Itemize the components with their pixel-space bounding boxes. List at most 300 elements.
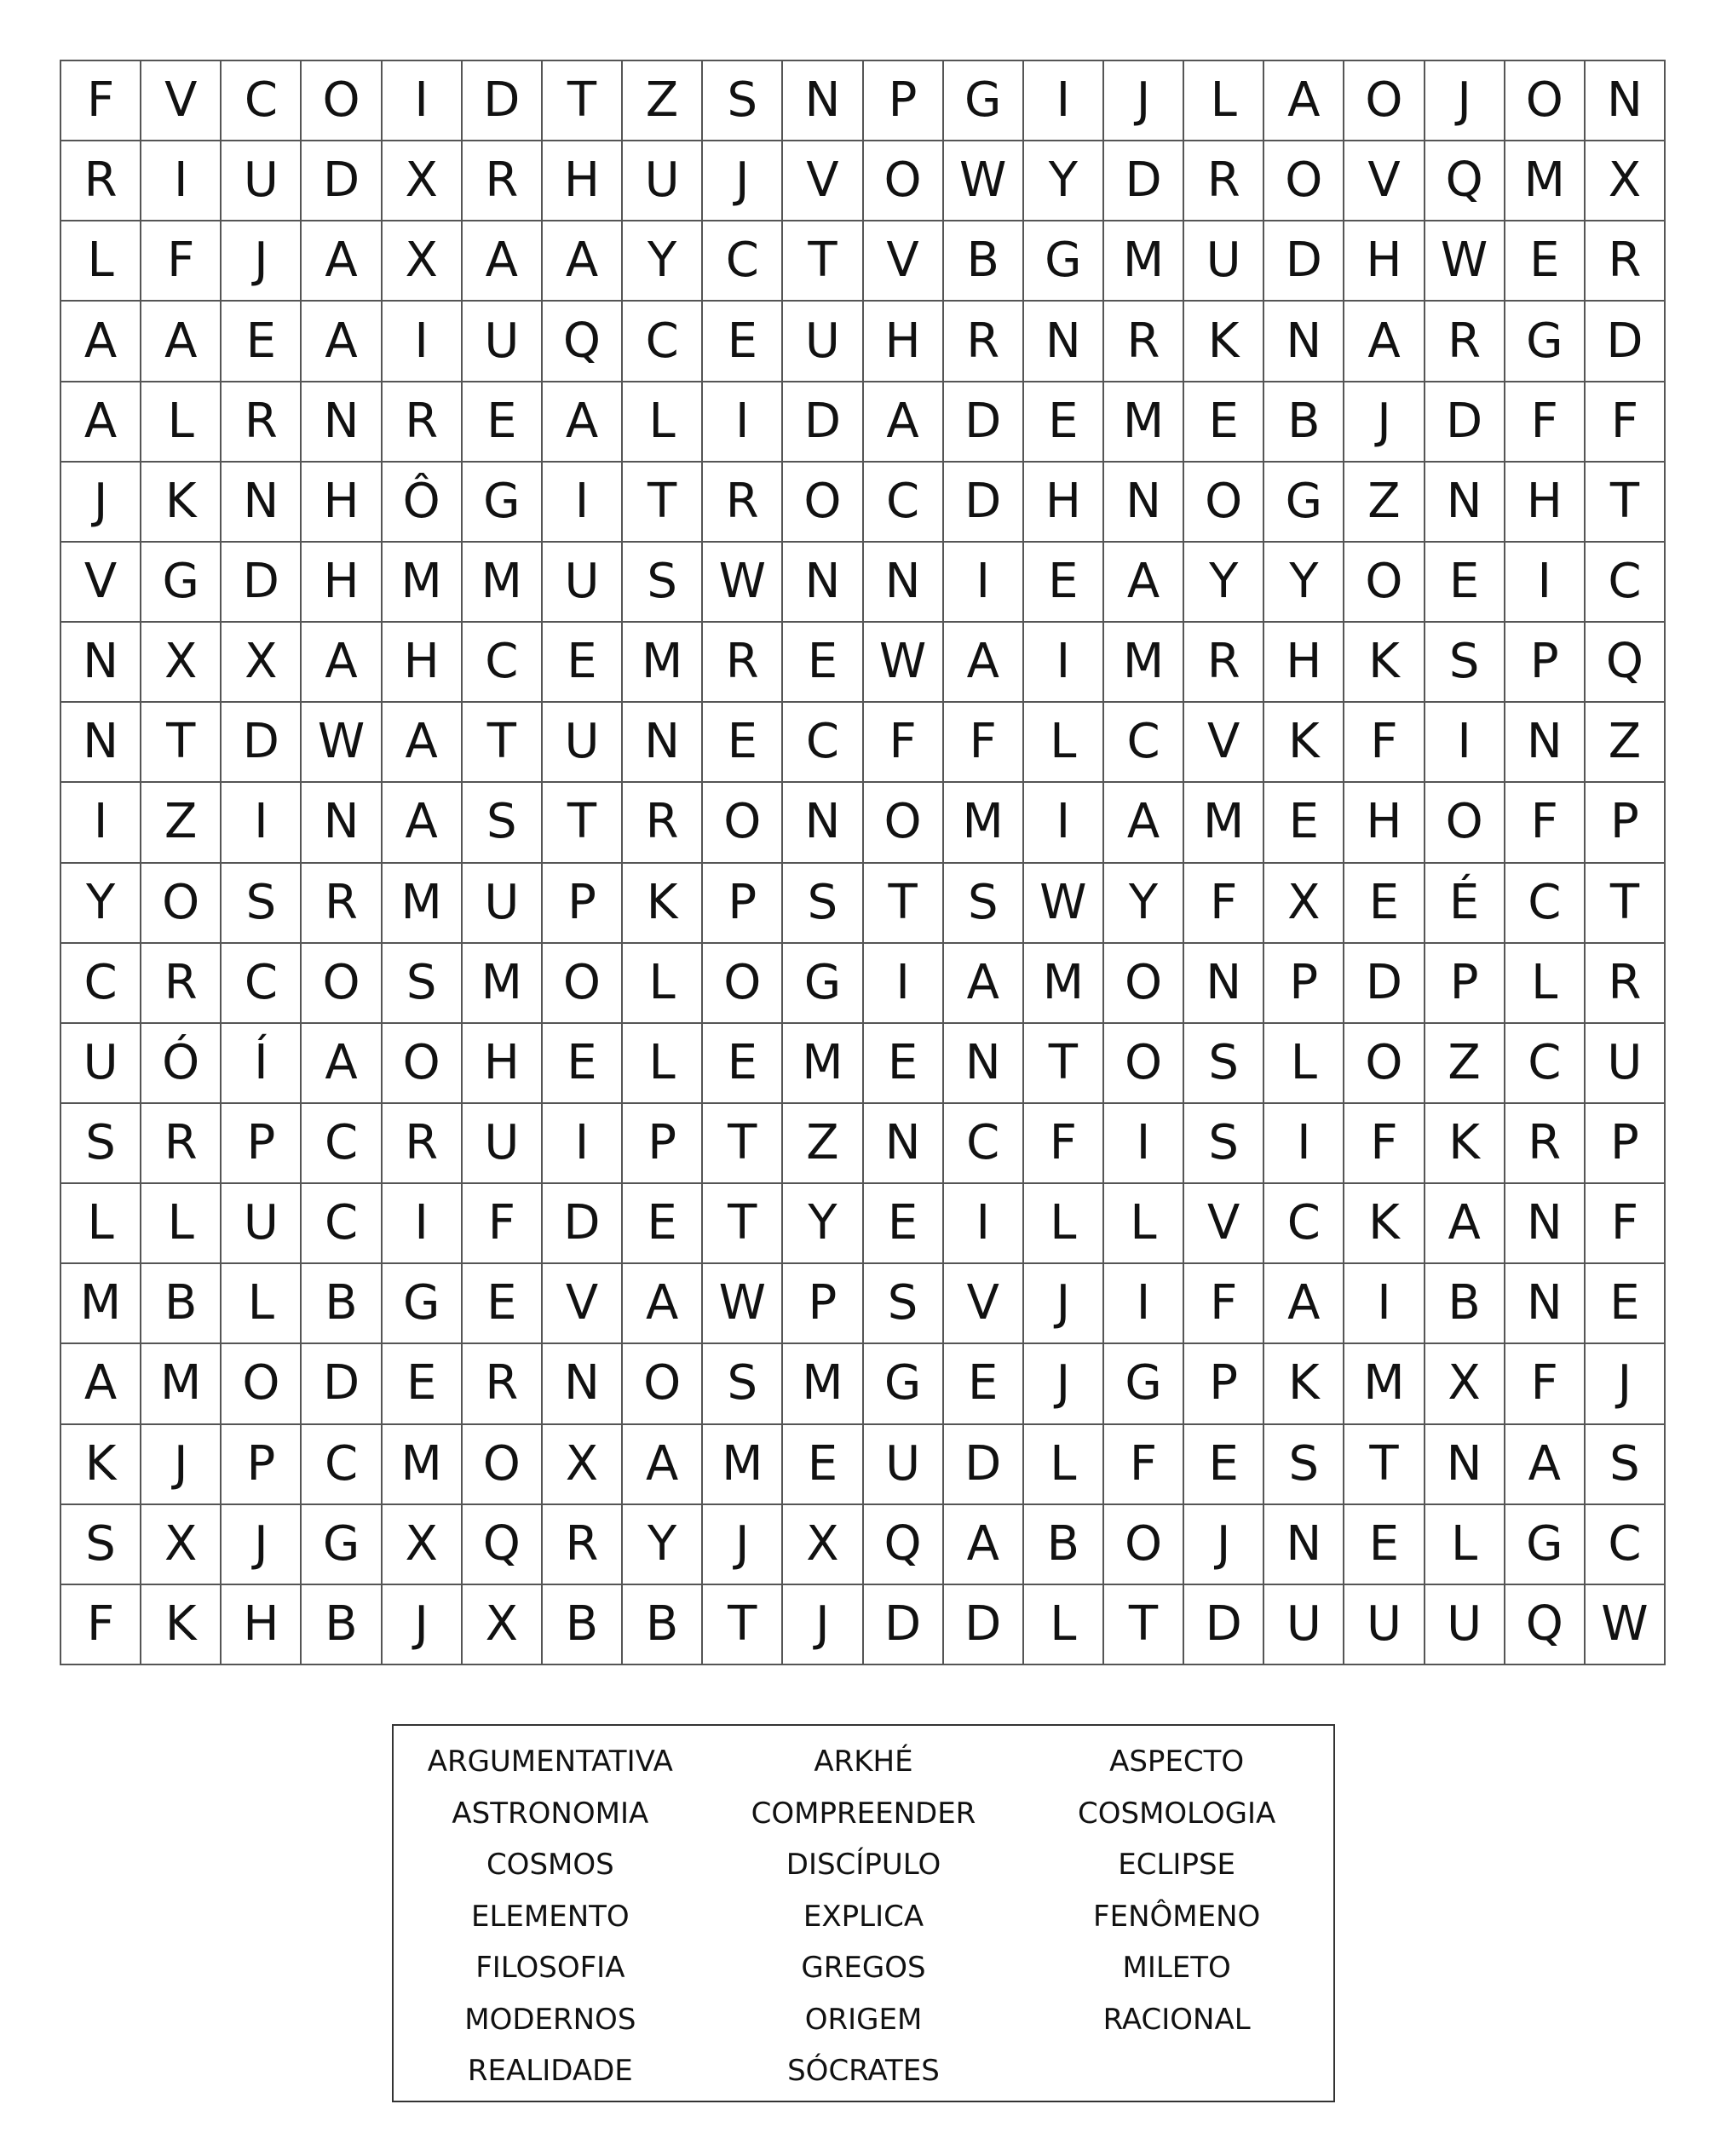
grid-cell[interactable]: W	[1586, 1585, 1666, 1665]
grid-cell[interactable]: H	[1344, 221, 1425, 302]
grid-cell[interactable]: Y	[1024, 141, 1104, 221]
grid-cell[interactable]: H	[302, 463, 382, 543]
grid-cell[interactable]: I	[1024, 783, 1104, 863]
grid-cell[interactable]: R	[383, 382, 463, 463]
grid-cell[interactable]: E	[383, 1344, 463, 1424]
grid-cell[interactable]: Í	[222, 1024, 302, 1104]
grid-cell[interactable]: F	[463, 1184, 543, 1264]
grid-cell[interactable]: D	[222, 543, 302, 623]
grid-cell[interactable]: S	[703, 1344, 783, 1424]
grid-cell[interactable]: R	[1425, 302, 1505, 382]
grid-cell[interactable]: F	[1586, 1184, 1666, 1264]
grid-cell[interactable]: U	[783, 302, 863, 382]
grid-cell[interactable]: L	[141, 382, 222, 463]
grid-cell[interactable]: O	[141, 864, 222, 944]
grid-cell[interactable]: B	[141, 1264, 222, 1344]
grid-cell[interactable]: A	[302, 1024, 382, 1104]
grid-cell[interactable]: F	[1505, 382, 1586, 463]
grid-cell[interactable]: G	[944, 61, 1024, 141]
grid-cell[interactable]: O	[383, 1024, 463, 1104]
grid-cell[interactable]: E	[1184, 382, 1264, 463]
grid-cell[interactable]: Y	[1104, 864, 1184, 944]
grid-cell[interactable]: C	[302, 1104, 382, 1184]
grid-cell[interactable]: A	[1104, 783, 1184, 863]
grid-cell[interactable]: G	[1104, 1344, 1184, 1424]
grid-cell[interactable]: N	[1104, 463, 1184, 543]
grid-cell[interactable]: A	[61, 382, 141, 463]
grid-cell[interactable]: L	[1264, 1024, 1344, 1104]
grid-cell[interactable]: N	[1024, 302, 1104, 382]
grid-cell[interactable]: V	[543, 1264, 623, 1344]
grid-cell[interactable]: T	[141, 703, 222, 783]
grid-cell[interactable]: K	[1264, 1344, 1344, 1424]
grid-cell[interactable]: E	[1344, 864, 1425, 944]
grid-cell[interactable]: D	[1264, 221, 1344, 302]
grid-cell[interactable]: E	[1024, 382, 1104, 463]
grid-cell[interactable]: C	[222, 944, 302, 1024]
grid-cell[interactable]: V	[1344, 141, 1425, 221]
grid-cell[interactable]: Y	[783, 1184, 863, 1264]
grid-cell[interactable]: B	[1024, 1505, 1104, 1585]
grid-cell[interactable]: O	[1104, 1505, 1184, 1585]
grid-cell[interactable]: N	[1184, 944, 1264, 1024]
grid-cell[interactable]: E	[864, 1184, 944, 1264]
grid-cell[interactable]: O	[864, 141, 944, 221]
grid-cell[interactable]: C	[1264, 1184, 1344, 1264]
grid-cell[interactable]: X	[1425, 1344, 1505, 1424]
grid-cell[interactable]: N	[623, 703, 703, 783]
grid-cell[interactable]: U	[1184, 221, 1264, 302]
grid-cell[interactable]: G	[302, 1505, 382, 1585]
grid-cell[interactable]: T	[463, 703, 543, 783]
grid-cell[interactable]: A	[864, 382, 944, 463]
grid-cell[interactable]: Y	[61, 864, 141, 944]
grid-cell[interactable]: I	[1505, 543, 1586, 623]
grid-cell[interactable]: M	[783, 1024, 863, 1104]
grid-cell[interactable]: M	[1184, 783, 1264, 863]
grid-cell[interactable]: D	[1184, 1585, 1264, 1665]
grid-cell[interactable]: E	[944, 1344, 1024, 1424]
grid-cell[interactable]: R	[944, 302, 1024, 382]
grid-cell[interactable]: L	[1024, 1184, 1104, 1264]
grid-cell[interactable]: O	[1184, 463, 1264, 543]
grid-cell[interactable]: M	[1104, 382, 1184, 463]
grid-cell[interactable]: C	[302, 1184, 382, 1264]
grid-cell[interactable]: P	[1264, 944, 1344, 1024]
grid-cell[interactable]: D	[302, 141, 382, 221]
grid-cell[interactable]: E	[1264, 783, 1344, 863]
grid-cell[interactable]: E	[1586, 1264, 1666, 1344]
grid-cell[interactable]: X	[383, 141, 463, 221]
grid-cell[interactable]: C	[623, 302, 703, 382]
grid-cell[interactable]: R	[302, 864, 382, 944]
grid-cell[interactable]: I	[944, 543, 1024, 623]
grid-cell[interactable]: P	[1505, 623, 1586, 703]
grid-cell[interactable]: R	[61, 141, 141, 221]
grid-cell[interactable]: Z	[623, 61, 703, 141]
grid-cell[interactable]: O	[703, 944, 783, 1024]
grid-cell[interactable]: I	[1024, 623, 1104, 703]
grid-cell[interactable]: D	[944, 1585, 1024, 1665]
grid-cell[interactable]: E	[543, 623, 623, 703]
grid-cell[interactable]: S	[61, 1104, 141, 1184]
grid-cell[interactable]: E	[543, 1024, 623, 1104]
grid-cell[interactable]: C	[703, 221, 783, 302]
grid-cell[interactable]: A	[1425, 1184, 1505, 1264]
grid-cell[interactable]: I	[543, 1104, 623, 1184]
grid-cell[interactable]: A	[944, 944, 1024, 1024]
grid-cell[interactable]: F	[864, 703, 944, 783]
grid-cell[interactable]: A	[302, 302, 382, 382]
grid-cell[interactable]: P	[783, 1264, 863, 1344]
grid-cell[interactable]: Q	[864, 1505, 944, 1585]
grid-cell[interactable]: R	[543, 1505, 623, 1585]
grid-cell[interactable]: H	[302, 543, 382, 623]
grid-cell[interactable]: M	[463, 944, 543, 1024]
grid-cell[interactable]: C	[1586, 1505, 1666, 1585]
grid-cell[interactable]: N	[1505, 1184, 1586, 1264]
grid-cell[interactable]: I	[61, 783, 141, 863]
grid-cell[interactable]: L	[623, 944, 703, 1024]
grid-cell[interactable]: Q	[543, 302, 623, 382]
grid-cell[interactable]: T	[1104, 1585, 1184, 1665]
grid-cell[interactable]: U	[222, 1184, 302, 1264]
grid-cell[interactable]: N	[1425, 463, 1505, 543]
grid-cell[interactable]: U	[1344, 1585, 1425, 1665]
grid-cell[interactable]: O	[1425, 783, 1505, 863]
grid-cell[interactable]: X	[1586, 141, 1666, 221]
grid-cell[interactable]: G	[1505, 302, 1586, 382]
grid-cell[interactable]: L	[623, 1024, 703, 1104]
grid-cell[interactable]: S	[463, 783, 543, 863]
grid-cell[interactable]: C	[864, 463, 944, 543]
grid-cell[interactable]: I	[1344, 1264, 1425, 1344]
grid-cell[interactable]: A	[944, 623, 1024, 703]
grid-cell[interactable]: C	[1505, 1024, 1586, 1104]
grid-cell[interactable]: L	[1104, 1184, 1184, 1264]
grid-cell[interactable]: O	[703, 783, 783, 863]
grid-cell[interactable]: Y	[1184, 543, 1264, 623]
grid-cell[interactable]: U	[463, 302, 543, 382]
grid-cell[interactable]: I	[1024, 61, 1104, 141]
grid-cell[interactable]: R	[463, 1344, 543, 1424]
grid-cell[interactable]: M	[783, 1344, 863, 1424]
grid-cell[interactable]: V	[1184, 703, 1264, 783]
grid-cell[interactable]: A	[463, 221, 543, 302]
grid-cell[interactable]: M	[383, 864, 463, 944]
grid-cell[interactable]: T	[543, 61, 623, 141]
grid-cell[interactable]: V	[944, 1264, 1024, 1344]
grid-cell[interactable]: D	[1344, 944, 1425, 1024]
grid-cell[interactable]: L	[1024, 703, 1104, 783]
grid-cell[interactable]: J	[1344, 382, 1425, 463]
grid-cell[interactable]: T	[1586, 463, 1666, 543]
grid-cell[interactable]: M	[141, 1344, 222, 1424]
grid-cell[interactable]: Ô	[383, 463, 463, 543]
grid-cell[interactable]: R	[703, 623, 783, 703]
grid-cell[interactable]: I	[141, 141, 222, 221]
grid-cell[interactable]: A	[623, 1425, 703, 1505]
grid-cell[interactable]: M	[383, 543, 463, 623]
grid-cell[interactable]: A	[61, 302, 141, 382]
grid-cell[interactable]: H	[1024, 463, 1104, 543]
grid-cell[interactable]: V	[141, 61, 222, 141]
grid-cell[interactable]: E	[703, 703, 783, 783]
grid-cell[interactable]: W	[703, 1264, 783, 1344]
grid-cell[interactable]: X	[383, 221, 463, 302]
grid-cell[interactable]: K	[1264, 703, 1344, 783]
grid-cell[interactable]: U	[1586, 1024, 1666, 1104]
grid-cell[interactable]: O	[222, 1344, 302, 1424]
grid-cell[interactable]: B	[944, 221, 1024, 302]
grid-cell[interactable]: T	[623, 463, 703, 543]
grid-cell[interactable]: Q	[1586, 623, 1666, 703]
grid-cell[interactable]: E	[703, 1024, 783, 1104]
grid-cell[interactable]: P	[222, 1104, 302, 1184]
grid-cell[interactable]: H	[543, 141, 623, 221]
grid-cell[interactable]: K	[61, 1425, 141, 1505]
grid-cell[interactable]: N	[61, 703, 141, 783]
grid-cell[interactable]: V	[61, 543, 141, 623]
grid-cell[interactable]: A	[141, 302, 222, 382]
grid-cell[interactable]: R	[623, 783, 703, 863]
grid-cell[interactable]: A	[1505, 1425, 1586, 1505]
grid-cell[interactable]: I	[703, 382, 783, 463]
grid-cell[interactable]: R	[1586, 221, 1666, 302]
grid-cell[interactable]: T	[783, 221, 863, 302]
grid-cell[interactable]: D	[944, 1425, 1024, 1505]
grid-cell[interactable]: O	[302, 61, 382, 141]
grid-cell[interactable]: I	[1425, 703, 1505, 783]
grid-cell[interactable]: O	[1104, 944, 1184, 1024]
grid-cell[interactable]: H	[1505, 463, 1586, 543]
grid-cell[interactable]: T	[1586, 864, 1666, 944]
grid-cell[interactable]: A	[383, 783, 463, 863]
grid-cell[interactable]: C	[1586, 543, 1666, 623]
grid-cell[interactable]: E	[1425, 543, 1505, 623]
grid-cell[interactable]: A	[383, 703, 463, 783]
grid-cell[interactable]: A	[543, 382, 623, 463]
grid-cell[interactable]: U	[61, 1024, 141, 1104]
grid-cell[interactable]: N	[1505, 703, 1586, 783]
grid-cell[interactable]: O	[864, 783, 944, 863]
grid-cell[interactable]: S	[944, 864, 1024, 944]
grid-cell[interactable]: D	[864, 1585, 944, 1665]
grid-cell[interactable]: U	[864, 1425, 944, 1505]
grid-cell[interactable]: X	[141, 1505, 222, 1585]
grid-cell[interactable]: I	[383, 61, 463, 141]
grid-cell[interactable]: O	[463, 1425, 543, 1505]
grid-cell[interactable]: O	[623, 1344, 703, 1424]
grid-cell[interactable]: S	[783, 864, 863, 944]
grid-cell[interactable]: C	[783, 703, 863, 783]
grid-cell[interactable]: G	[463, 463, 543, 543]
grid-cell[interactable]: S	[1264, 1425, 1344, 1505]
grid-cell[interactable]: Y	[623, 221, 703, 302]
grid-cell[interactable]: F	[1505, 1344, 1586, 1424]
grid-cell[interactable]: W	[1024, 864, 1104, 944]
grid-cell[interactable]: T	[703, 1104, 783, 1184]
grid-cell[interactable]: T	[703, 1585, 783, 1665]
grid-cell[interactable]: T	[1024, 1024, 1104, 1104]
grid-cell[interactable]: A	[623, 1264, 703, 1344]
grid-cell[interactable]: K	[1344, 623, 1425, 703]
grid-cell[interactable]: I	[944, 1184, 1024, 1264]
grid-cell[interactable]: D	[1104, 141, 1184, 221]
grid-cell[interactable]: E	[1184, 1425, 1264, 1505]
grid-cell[interactable]: I	[222, 783, 302, 863]
grid-cell[interactable]: T	[543, 783, 623, 863]
grid-cell[interactable]: O	[1505, 61, 1586, 141]
grid-cell[interactable]: F	[1184, 864, 1264, 944]
grid-cell[interactable]: W	[703, 543, 783, 623]
grid-cell[interactable]: L	[1425, 1505, 1505, 1585]
grid-cell[interactable]: L	[61, 1184, 141, 1264]
grid-cell[interactable]: V	[864, 221, 944, 302]
grid-cell[interactable]: J	[383, 1585, 463, 1665]
grid-cell[interactable]: C	[1505, 864, 1586, 944]
grid-cell[interactable]: D	[222, 703, 302, 783]
grid-cell[interactable]: C	[463, 623, 543, 703]
grid-cell[interactable]: I	[383, 1184, 463, 1264]
grid-cell[interactable]: H	[864, 302, 944, 382]
grid-cell[interactable]: T	[703, 1184, 783, 1264]
grid-cell[interactable]: R	[1184, 141, 1264, 221]
grid-cell[interactable]: B	[543, 1585, 623, 1665]
grid-cell[interactable]: W	[302, 703, 382, 783]
grid-cell[interactable]: J	[222, 221, 302, 302]
grid-cell[interactable]: D	[463, 61, 543, 141]
grid-cell[interactable]: X	[141, 623, 222, 703]
grid-cell[interactable]: Z	[1586, 703, 1666, 783]
grid-cell[interactable]: L	[1024, 1425, 1104, 1505]
grid-cell[interactable]: J	[1184, 1505, 1264, 1585]
grid-cell[interactable]: S	[703, 61, 783, 141]
grid-cell[interactable]: B	[1264, 382, 1344, 463]
grid-cell[interactable]: R	[383, 1104, 463, 1184]
grid-cell[interactable]: E	[864, 1024, 944, 1104]
grid-cell[interactable]: P	[1425, 944, 1505, 1024]
grid-cell[interactable]: N	[1425, 1425, 1505, 1505]
grid-cell[interactable]: H	[222, 1585, 302, 1665]
grid-cell[interactable]: U	[543, 543, 623, 623]
grid-cell[interactable]: E	[463, 382, 543, 463]
grid-cell[interactable]: D	[783, 382, 863, 463]
grid-cell[interactable]: F	[1344, 1104, 1425, 1184]
grid-cell[interactable]: I	[864, 944, 944, 1024]
grid-cell[interactable]: F	[141, 221, 222, 302]
grid-cell[interactable]: M	[703, 1425, 783, 1505]
grid-cell[interactable]: F	[61, 1585, 141, 1665]
grid-cell[interactable]: S	[61, 1505, 141, 1585]
grid-cell[interactable]: P	[1586, 1104, 1666, 1184]
grid-cell[interactable]: E	[463, 1264, 543, 1344]
grid-cell[interactable]: C	[944, 1104, 1024, 1184]
grid-cell[interactable]: F	[1024, 1104, 1104, 1184]
grid-cell[interactable]: H	[383, 623, 463, 703]
grid-cell[interactable]: I	[1104, 1104, 1184, 1184]
grid-cell[interactable]: F	[1184, 1264, 1264, 1344]
grid-cell[interactable]: C	[302, 1425, 382, 1505]
grid-cell[interactable]: X	[222, 623, 302, 703]
grid-cell[interactable]: D	[944, 463, 1024, 543]
grid-cell[interactable]: J	[783, 1585, 863, 1665]
grid-cell[interactable]: N	[302, 783, 382, 863]
grid-cell[interactable]: Z	[141, 783, 222, 863]
grid-cell[interactable]: Z	[1425, 1024, 1505, 1104]
grid-cell[interactable]: Q	[463, 1505, 543, 1585]
grid-cell[interactable]: X	[463, 1585, 543, 1665]
grid-cell[interactable]: E	[1505, 221, 1586, 302]
grid-cell[interactable]: H	[1264, 623, 1344, 703]
grid-cell[interactable]: G	[1264, 463, 1344, 543]
grid-cell[interactable]: P	[864, 61, 944, 141]
grid-cell[interactable]: N	[783, 543, 863, 623]
grid-cell[interactable]: M	[944, 783, 1024, 863]
grid-cell[interactable]: Q	[1425, 141, 1505, 221]
grid-cell[interactable]: M	[1505, 141, 1586, 221]
grid-cell[interactable]: Y	[1264, 543, 1344, 623]
grid-cell[interactable]: Y	[623, 1505, 703, 1585]
grid-cell[interactable]: N	[1586, 61, 1666, 141]
grid-cell[interactable]: I	[383, 302, 463, 382]
grid-cell[interactable]: O	[1104, 1024, 1184, 1104]
grid-cell[interactable]: A	[1344, 302, 1425, 382]
grid-cell[interactable]: G	[383, 1264, 463, 1344]
grid-cell[interactable]: B	[302, 1585, 382, 1665]
grid-cell[interactable]: G	[783, 944, 863, 1024]
grid-cell[interactable]: Ó	[141, 1024, 222, 1104]
grid-cell[interactable]: L	[141, 1184, 222, 1264]
grid-cell[interactable]: D	[302, 1344, 382, 1424]
grid-cell[interactable]: W	[944, 141, 1024, 221]
grid-cell[interactable]: O	[783, 463, 863, 543]
grid-cell[interactable]: A	[61, 1344, 141, 1424]
grid-cell[interactable]: P	[623, 1104, 703, 1184]
grid-cell[interactable]: V	[783, 141, 863, 221]
grid-cell[interactable]: E	[1024, 543, 1104, 623]
grid-cell[interactable]: U	[1425, 1585, 1505, 1665]
grid-cell[interactable]: D	[543, 1184, 623, 1264]
grid-cell[interactable]: N	[302, 382, 382, 463]
grid-cell[interactable]: C	[222, 61, 302, 141]
grid-cell[interactable]: R	[222, 382, 302, 463]
grid-cell[interactable]: N	[61, 623, 141, 703]
grid-cell[interactable]: M	[623, 623, 703, 703]
grid-cell[interactable]: A	[1264, 61, 1344, 141]
grid-cell[interactable]: U	[1264, 1585, 1344, 1665]
grid-cell[interactable]: R	[1586, 944, 1666, 1024]
grid-cell[interactable]: E	[623, 1184, 703, 1264]
grid-cell[interactable]: U	[623, 141, 703, 221]
grid-cell[interactable]: E	[1344, 1505, 1425, 1585]
grid-cell[interactable]: U	[463, 1104, 543, 1184]
grid-cell[interactable]: D	[1586, 302, 1666, 382]
grid-cell[interactable]: V	[1184, 1184, 1264, 1264]
grid-cell[interactable]: N	[543, 1344, 623, 1424]
grid-cell[interactable]: J	[1104, 61, 1184, 141]
grid-cell[interactable]: B	[302, 1264, 382, 1344]
grid-cell[interactable]: R	[463, 141, 543, 221]
grid-cell[interactable]: X	[783, 1505, 863, 1585]
grid-cell[interactable]: B	[623, 1585, 703, 1665]
grid-cell[interactable]: N	[783, 783, 863, 863]
grid-cell[interactable]: Q	[1505, 1585, 1586, 1665]
grid-cell[interactable]: A	[1264, 1264, 1344, 1344]
grid-cell[interactable]: T	[1344, 1425, 1425, 1505]
grid-cell[interactable]: R	[141, 1104, 222, 1184]
grid-cell[interactable]: K	[141, 1585, 222, 1665]
